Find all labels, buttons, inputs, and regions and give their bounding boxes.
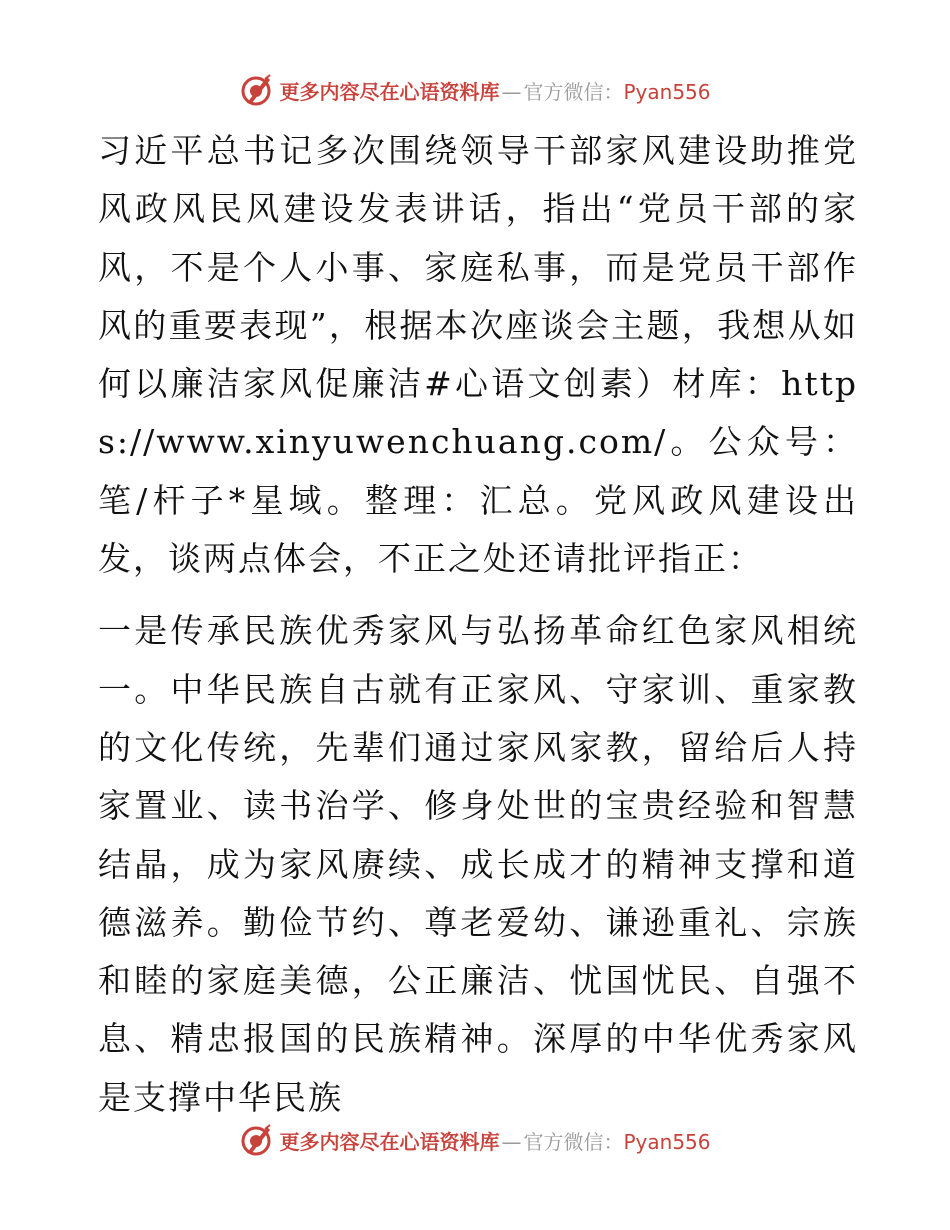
footer-banner-wechat-id: Pyan556 (623, 1129, 711, 1154)
header-banner-brand: 更多内容尽在心语资料库 (279, 79, 500, 104)
paragraph-2: 一是传承民族优秀家风与弘扬革命红色家风相统一。中华民族自古就有正家风、守家训、重家教的文化传统，先辈们通过家风家教，留给后人持家置业、读书治学、修身处世的宝贵经验和智慧结晶，成为家风赓续、成长成才的精神支撑和道德滋养。勤俭节约、尊老爱幼、谦逊重礼、宗族和睦的家庭美德，公正廉洁、忧国忧民、自强不息、精忠报国的民族精神。深厚的中华优秀家风是支撑中华民族 (98, 611, 858, 1117)
paragraph-1: 习近平总书记多次围绕领导干部家风建设助推党风政风民风建设发表讲话，指出“党员干部的家风，不是个人小事、家庭私事，而是党员干部作风的重要表现”，根据本次座谈会主题，我想从如何以廉洁家风促廉洁#心语文创素）材库：https://www.xinyuwenchuang.com/。公众号：笔/杆子*星域。整理：汇总。党风政风建设出发，谈两点体会，不正之处还请批评指正： (98, 131, 858, 579)
footer-banner-label: 官方微信： (523, 1129, 624, 1154)
footer-banner-dash: — (501, 1129, 522, 1154)
header-banner-dash: — (501, 79, 522, 104)
quill-pen-logo-icon (239, 1123, 273, 1157)
header-banner-text (279, 76, 710, 105)
footer-banner-brand: 更多内容尽在心语资料库 (279, 1129, 500, 1154)
header-banner (0, 70, 950, 110)
footer-banner-text (279, 1126, 710, 1155)
document-body (98, 122, 858, 1127)
footer-banner (0, 1120, 950, 1160)
header-banner-wechat-id: Pyan556 (623, 79, 711, 104)
quill-pen-logo-icon (239, 73, 273, 107)
header-banner-label: 官方微信： (523, 79, 624, 104)
